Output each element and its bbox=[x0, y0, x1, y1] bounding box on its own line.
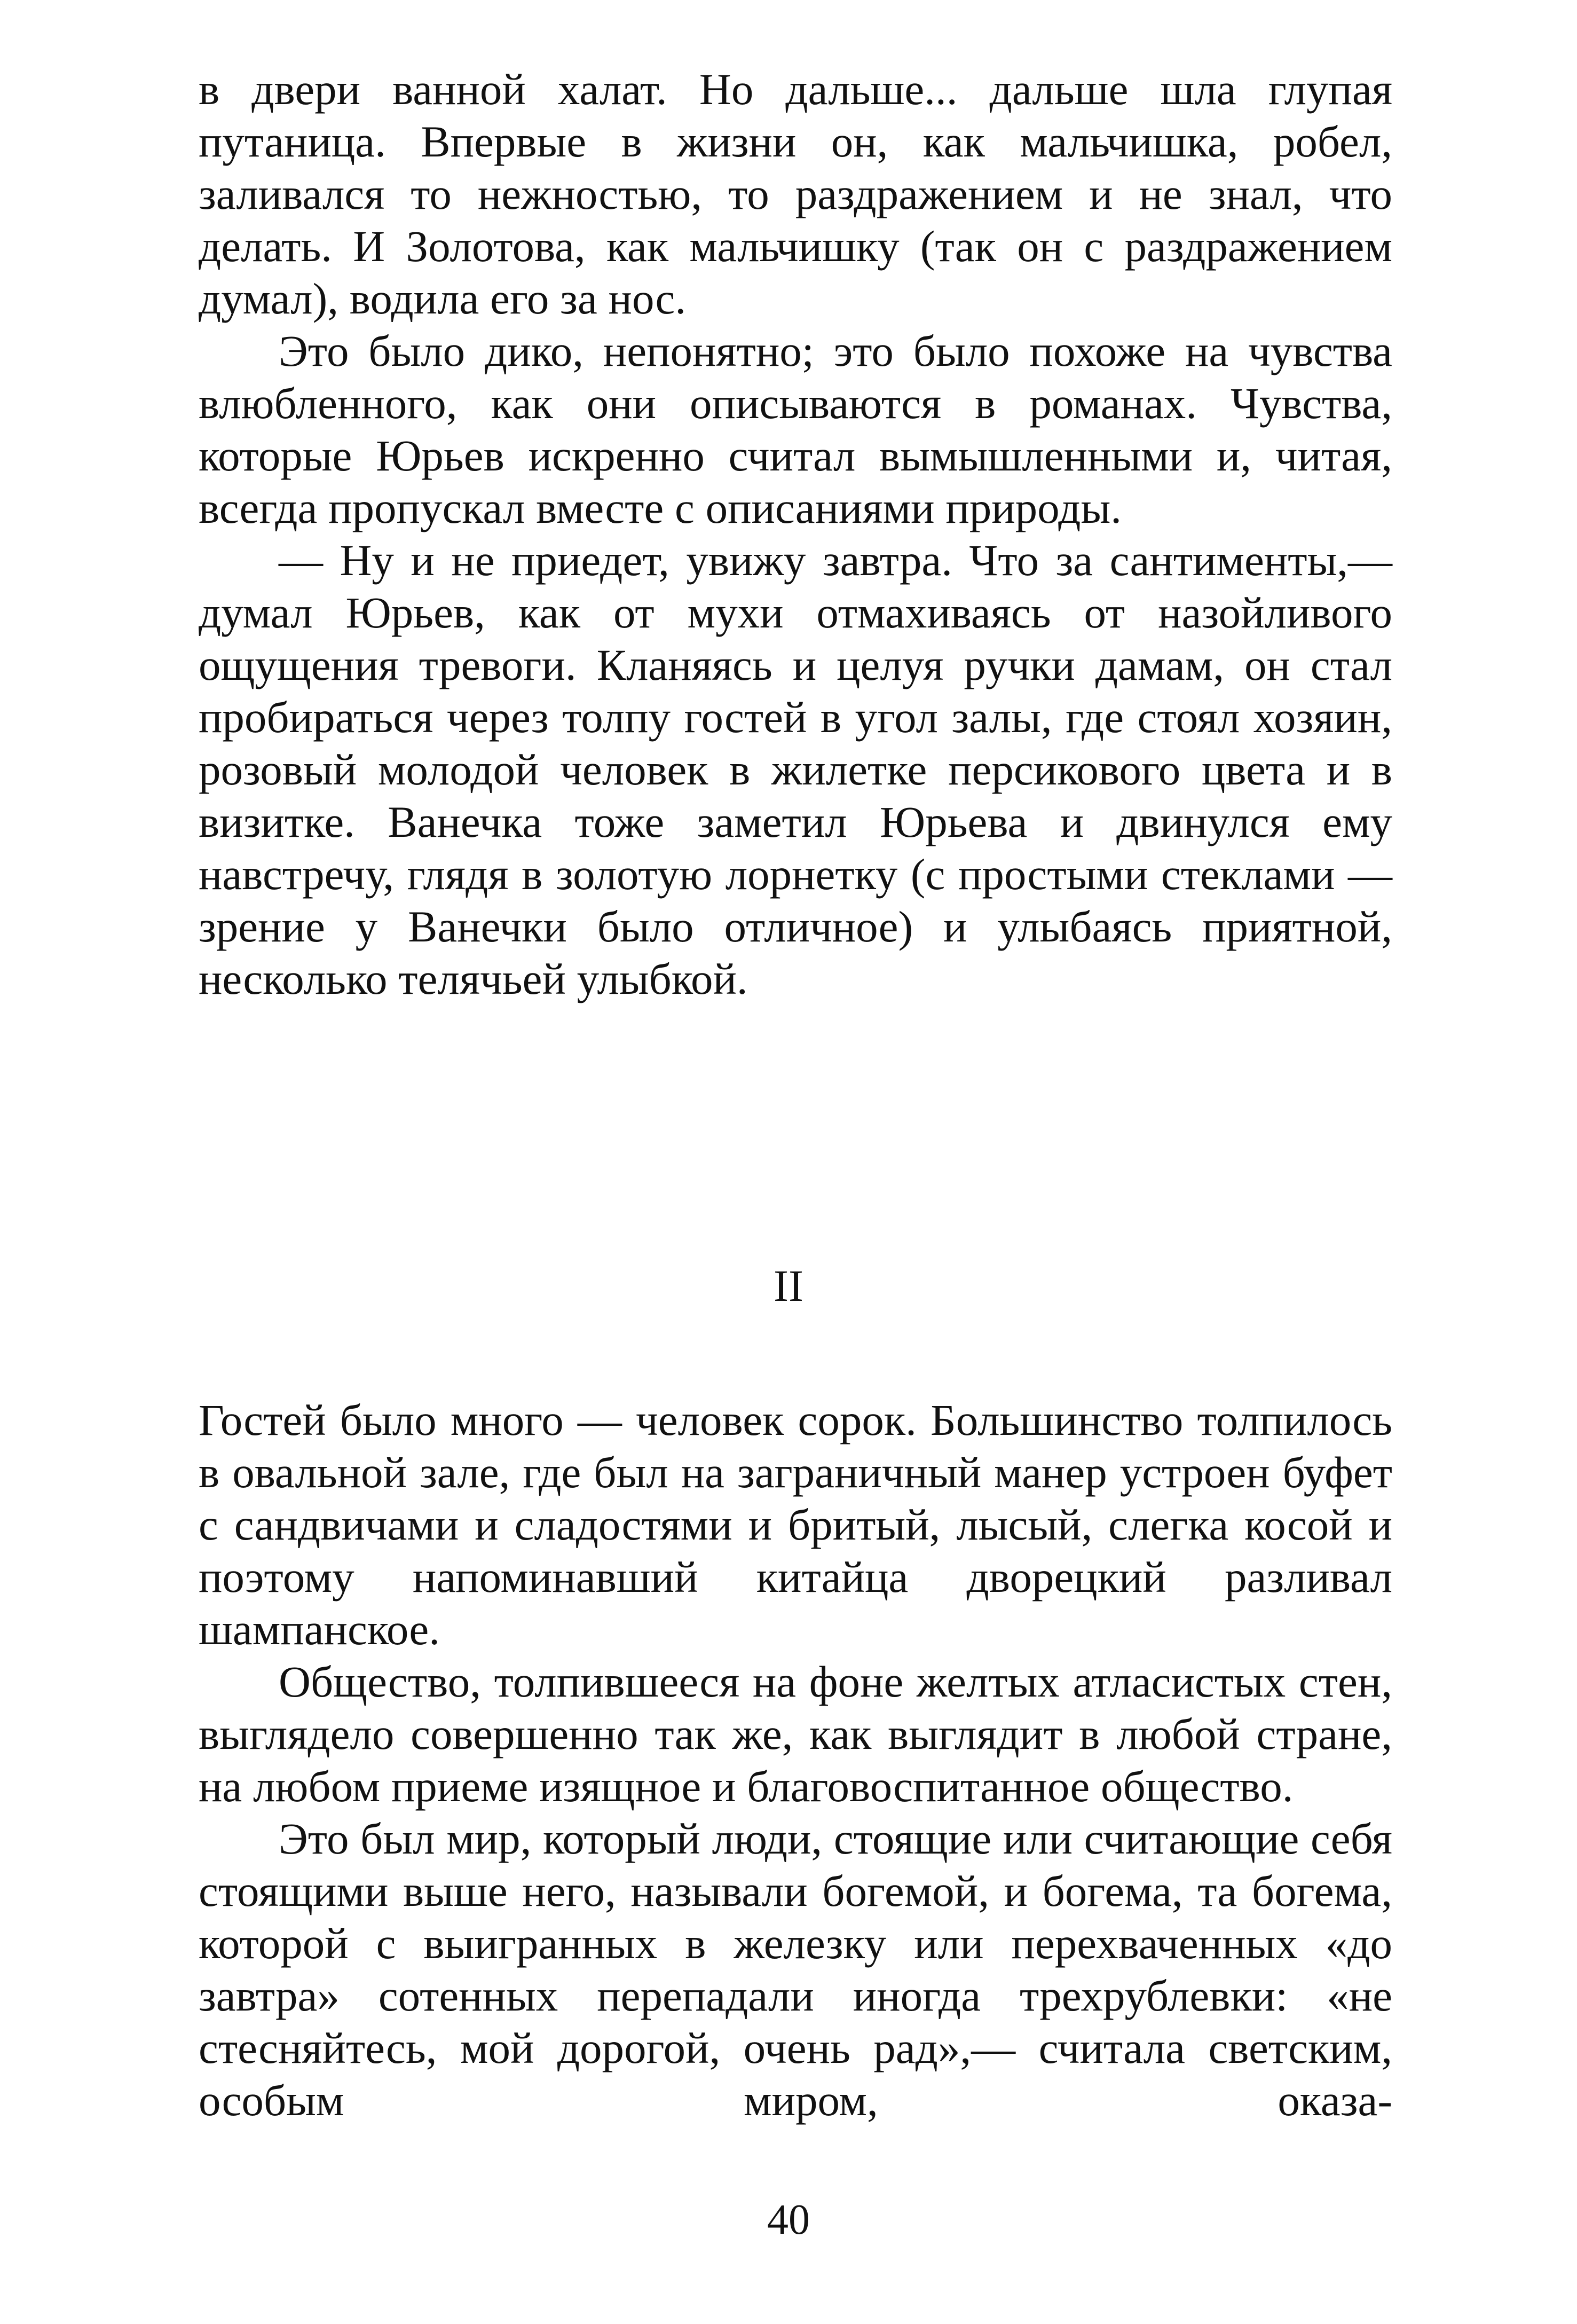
paragraph: — Ну и не приедет, увижу завтра. Что за сантименты,— думал Юрьев, как от мухи отмахиваясь от назойливого ощущения тревоги. Кланяясь и целуя ручки дамам, он стал пробираться через толпу гостей в угол залы, где стоял хозяин, розовый молодой человек в жилетке персикового цвета и в визитке. Ванечка тоже заметил Юрьева и двинулся ему навстречу, глядя в золотую лорнетку (с простыми стеклами — зрение у Ванечки было отличное) и улыбаясь приятной, несколько телячьей улыбкой. bbox=[199, 536, 1392, 1003]
paragraph: Это было дико, непонятно; это было похоже на чувства влюбленного, как они описываются в романах. Чувства, которые Юрьев искренно считал вымышленными и, читая, всегда пропускал вместе с описаниями природы. bbox=[199, 326, 1392, 532]
paragraph: Гостей было много — человек сорок. Большинство толпилось в овальной зале, где был на заграничный манер устроен буфет с сандвичами и сладостями и бритый, лысый, слегка косой и поэтому напоминавший китайца дворецкий разливал шампанское. bbox=[199, 1395, 1392, 1654]
paragraph: в двери ванной халат. Но дальше... дальше шла глупая путаница. Впервые в жизни он, как мальчишка, робел, заливался то нежностью, то раздражением и не знал, что делать. И Золотова, как мальчишку (так он с раздражением думал), водила его за нос. bbox=[199, 65, 1392, 323]
page-number: 40 bbox=[767, 2196, 810, 2243]
chapter-heading: II bbox=[774, 1261, 803, 1311]
paragraph: Это был мир, который люди, стоящие или считающие себя стоящими выше него, называли богемой, и богема, та богема, которой с выигранных в железку или перехваченных «до завтра» сотенных перепадали иногда трехрублевки: «не стесняйтесь, мой дорогой, очень рад»,— считала светским, особым миром, оказа- bbox=[199, 1814, 1392, 2125]
bottom-text-section bbox=[199, 1394, 1392, 2126]
top-text-section bbox=[199, 63, 1392, 1005]
paragraph: Общество, толпившееся на фоне желтых атласистых стен, выглядело совершенно так же, как выглядит в любой стране, на любом приеме изящное и благовоспитанное общество. bbox=[199, 1657, 1392, 1811]
